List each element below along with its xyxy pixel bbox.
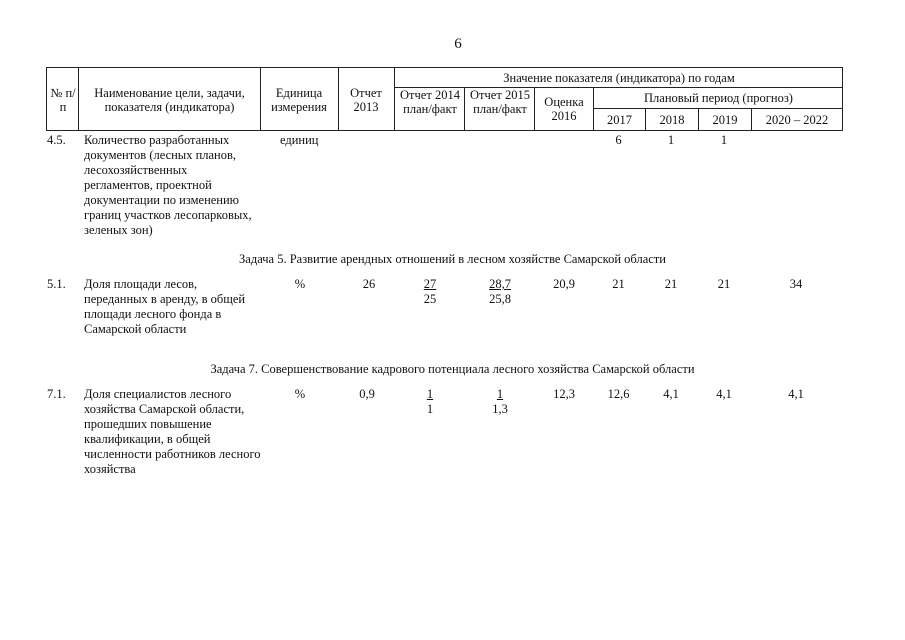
header-report-2014: Отчет 2014 план/факт [400, 88, 460, 116]
row-divider [593, 108, 842, 109]
row-51-2019: 21 [717, 277, 731, 291]
header-estimate-2016: Оценка 2016 [544, 95, 584, 123]
row-51-2018: 21 [664, 277, 678, 291]
row-51-2016: 20,9 [553, 277, 575, 291]
row-51-2015-plan: 28,7 [489, 277, 511, 291]
col-divider [260, 68, 261, 130]
row-71-2017: 12,6 [607, 387, 630, 401]
row-71-2013: 0,9 [359, 387, 375, 401]
col-divider [338, 68, 339, 130]
row-51-num: 5.1. [47, 277, 66, 291]
row-71-unit: % [294, 387, 306, 401]
header-2018: 2018 [659, 113, 685, 127]
header-values-group: Значение показателя (индикатора) по годам [503, 71, 735, 85]
row-51-2014-plan: 27 [423, 277, 437, 291]
header-name: Наименование цели, задачи, показателя (индикатора) [94, 86, 245, 114]
col-divider [394, 68, 395, 130]
row-71-name: Доля специалистов лесного хозяйства Самарской области, прошедших повышение квалификации, в общей численности работников лесного хозяйства [84, 387, 261, 476]
header-2017: 2017 [607, 113, 632, 127]
row-71-2015-plan: 1 [496, 387, 504, 401]
row-71-2019: 4,1 [716, 387, 732, 401]
task-5-heading: Задача 5. Развитие арендных отношений в лесном хозяйстве Самарской области [239, 252, 666, 266]
row-71-2014-fact: 1 [426, 402, 434, 416]
row-45-num: 4.5. [47, 133, 66, 147]
header-unit: Единица измерения [271, 86, 327, 114]
row-71-2018: 4,1 [663, 387, 679, 401]
row-45-unit: единиц [280, 133, 319, 147]
row-51-2013: 26 [362, 277, 376, 291]
col-divider [464, 87, 465, 130]
table-header [46, 67, 843, 131]
row-71-num: 7.1. [47, 387, 66, 401]
row-45-name: Количество разработанных документов (лесных планов, лесохозяйственных регламентов, проектной документации по изменению границ участков лесопарковых, зеленых зон) [84, 133, 252, 237]
row-51-2017: 21 [612, 277, 625, 291]
task-7-heading: Задача 7. Совершенствование кадрового потенциала лесного хозяйства Самарской области [210, 362, 695, 376]
row-51-2015-fact: 25,8 [489, 292, 511, 306]
row-71-2016: 12,3 [553, 387, 575, 401]
row-45-2017: 6 [615, 133, 622, 147]
row-71-2014-plan: 1 [426, 387, 434, 401]
row-71-2020-2022: 4,1 [788, 387, 804, 401]
header-2020-2022: 2020 – 2022 [765, 113, 829, 127]
row-divider [394, 87, 842, 88]
page-number: 6 [454, 36, 462, 52]
row-45-2019: 1 [720, 133, 728, 147]
header-plan-period: Плановый период (прогноз) [644, 91, 793, 105]
row-45-2018: 1 [667, 133, 675, 147]
row-71-2015-fact: 1,3 [492, 402, 508, 416]
header-report-2015: Отчет 2015 план/факт [470, 88, 530, 116]
col-divider [534, 87, 535, 130]
header-num: № п/п [50, 86, 76, 114]
row-51-unit: % [294, 277, 306, 291]
row-51-2020-2022: 34 [789, 277, 803, 291]
row-51-name: Доля площади лесов, переданных в аренду, в общей площади лесного фонда в Самарской области [84, 277, 246, 336]
col-divider [78, 68, 79, 130]
header-2019: 2019 [712, 113, 738, 127]
header-report-2013: Отчет 2013 [350, 86, 382, 114]
row-51-2014-fact: 25 [423, 292, 437, 306]
